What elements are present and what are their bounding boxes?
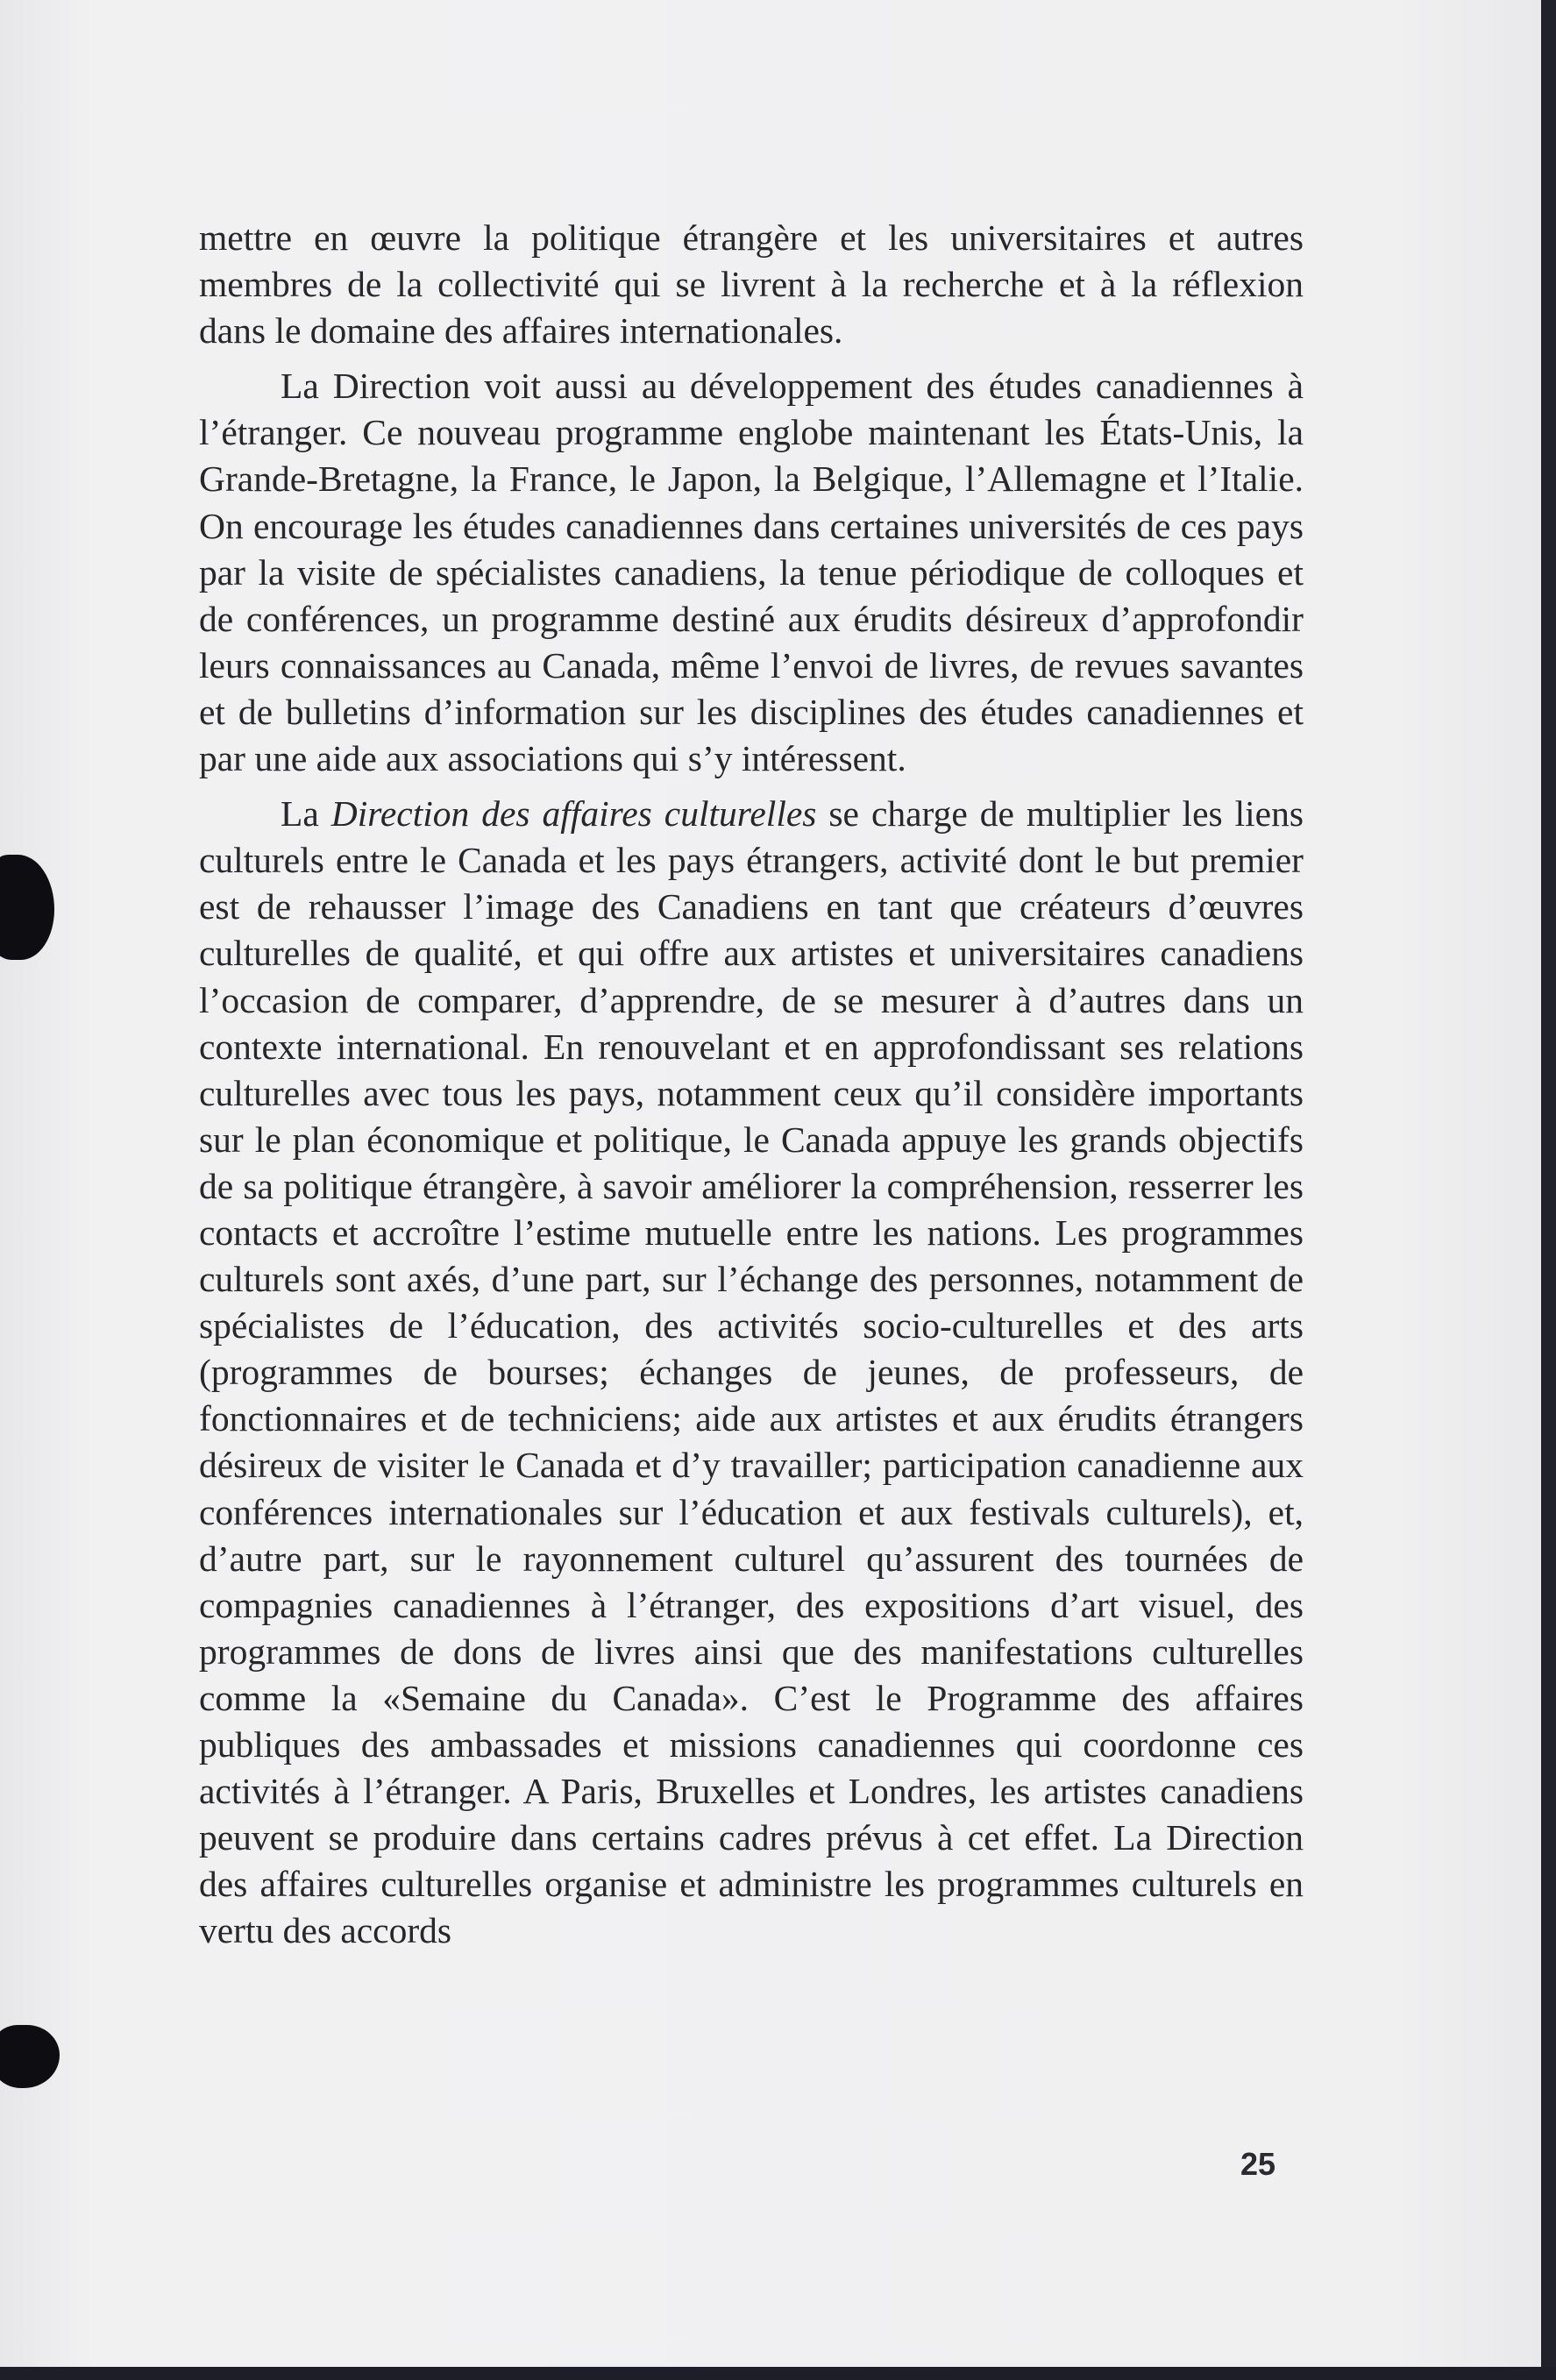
page-number: 25: [1240, 2146, 1276, 2182]
binder-hole-top: [0, 855, 54, 960]
binder-hole-bottom: [0, 2025, 60, 2088]
background-edge-bottom: [0, 2367, 1556, 2380]
body-text: [199, 215, 1304, 1954]
paragraph-cultural-affairs: La Direction des affaires culturelles se charge de multiplier les liens culturels entre le Canada et les pays étrangers, activité dont le but premier est de rehausser l’image des Canadiens en tant que créateurs d’œuvres culturelles de qualité, et qui offre aux artistes et universitaires canadiens l’occasion de comparer, d’apprendre, de se mesurer à d’autres dans un contexte international. En renouvelant et en approfondissant ses relations culturelles avec tous les pays, notamment ceux qu’il considère importants sur le plan économique et politique, le Canada appuye les grands objectifs de sa politique étrangère, à savoir améliorer la compréhension, resserrer les contacts et accroître l’estime mutuelle entre les nations. Les programmes culturels sont axés, d’une part, sur l’échange des personnes, notamment de spécialistes de l’éducation, des activités socio-culturelles et des arts (programmes de bourses; échanges de jeunes, de professeurs, de fonctionnaires et de techniciens; aide aux artistes et aux érudits étrangers désireux de visiter le Canada et d’y travailler; participation canadienne aux conférences internationales sur l’éducation et aux festivals culturels), et, d’autre part, sur le rayonnement culturel qu’assurent des tournées de compagnies canadiennes à l’étranger, des expositions d’art visuel, des programmes de dons de livres ainsi que des manifestations culturelles comme la «Semaine du Canada». C’est le Programme des affaires publiques des ambassades et missions canadiennes qui coordonne ces activités à l’étranger. A Paris, Bruxelles et Londres, les artistes canadiens peuvent se produire dans certains cadres prévus à cet effet. La Direction des affaires culturelles organise et administre les programmes culturels en vertu des accords: [199, 793, 1304, 1951]
paragraph-continuation: mettre en œuvre la politique étrangère et les universitaires et autres membres de la collectivité qui se livrent à la recherche et à la réflexion dans le domaine des affaires internationales.: [199, 217, 1304, 352]
italic-direction-name: Direction des affaires culturelles: [330, 793, 817, 835]
background-edge-right: [1541, 0, 1556, 2380]
paragraph-canadian-studies: La Direction voit aussi au développement des études canadiennes à l’étranger. Ce nouveau programme englobe maintenant les États-Unis, la Grande-Bretagne, la France, le Japon, la Belgique, l’Allemagne et l’Italie. On encourage les études canadiennes dans certaines universités de ces pays par la visite de spécialistes canadiens, la tenue périodique de colloques et de conférences, un programme destiné aux érudits désireux d’approfondir leurs connaissances au Canada, même l’envoi de livres, de revues savantes et de bulletins d’information sur les disciplines des études canadiennes et par une aide aux associations qui s’y intéressent.: [199, 366, 1304, 779]
